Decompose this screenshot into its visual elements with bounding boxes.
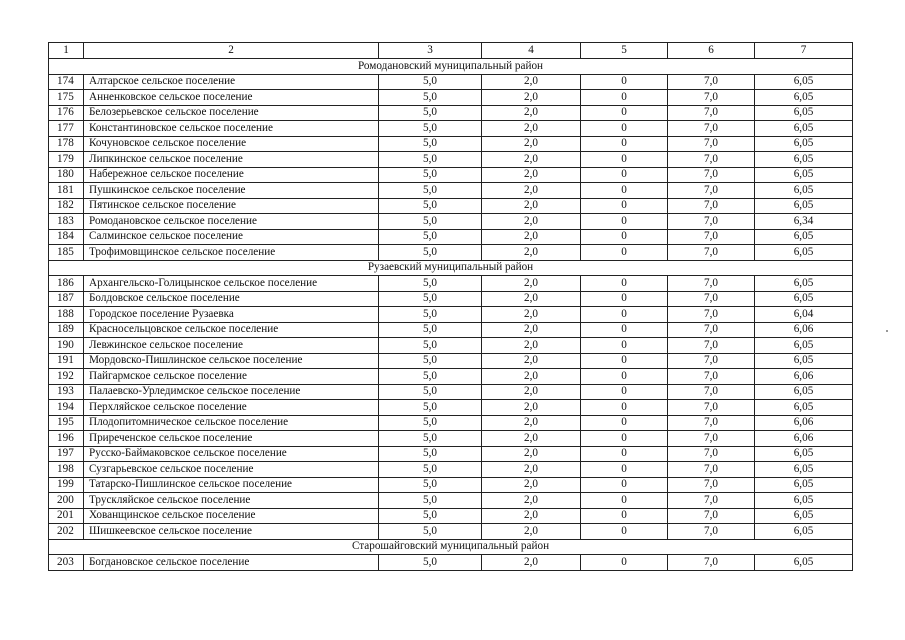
value-col3: 5,0 [379,167,482,183]
value-col7: 6,05 [755,276,853,292]
settlement-name: Татарско-Пишлинское сельское поселение [84,477,379,493]
column-number-header: 1 [49,43,84,59]
row-number: 192 [49,369,84,385]
table-row [49,136,853,152]
value-col6: 7,0 [668,152,755,168]
settlement-name: Палаевско-Урледимское сельское поселение [84,384,379,400]
row-number: 178 [49,136,84,152]
settlement-name: Левжинское сельское поселение [84,338,379,354]
value-col6: 7,0 [668,369,755,385]
value-col3: 5,0 [379,338,482,354]
value-col7: 6,05 [755,462,853,478]
value-col6: 7,0 [668,276,755,292]
value-col7: 6,04 [755,307,853,323]
settlement-name: Алтарское сельское поселение [84,74,379,90]
value-col5: 0 [581,353,668,369]
settlement-name: Русско-Баймаковское сельское поселение [84,446,379,462]
value-col4: 2,0 [482,477,581,493]
value-col6: 7,0 [668,322,755,338]
row-number: 181 [49,183,84,199]
value-col3: 5,0 [379,90,482,106]
value-col4: 2,0 [482,400,581,416]
value-col7: 6,06 [755,431,853,447]
value-col4: 2,0 [482,508,581,524]
settlement-name: Мордовско-Пишлинское сельское поселение [84,353,379,369]
value-col6: 7,0 [668,384,755,400]
value-col6: 7,0 [668,291,755,307]
value-col3: 5,0 [379,555,482,571]
value-col4: 2,0 [482,462,581,478]
value-col6: 7,0 [668,353,755,369]
value-col4: 2,0 [482,229,581,245]
table-row [49,291,853,307]
value-col5: 0 [581,322,668,338]
settlement-name: Трофимовщинское сельское поселение [84,245,379,261]
table-row [49,276,853,292]
settlement-name: Ромодановское сельское поселение [84,214,379,230]
table-row [49,338,853,354]
value-col5: 0 [581,384,668,400]
settlement-name: Приреченское сельское поселение [84,431,379,447]
value-col3: 5,0 [379,322,482,338]
row-number: 187 [49,291,84,307]
settlement-name: Богдановское сельское поселение [84,555,379,571]
value-col5: 0 [581,477,668,493]
row-number: 189 [49,322,84,338]
value-col3: 5,0 [379,74,482,90]
value-col4: 2,0 [482,183,581,199]
value-col5: 0 [581,431,668,447]
value-col3: 5,0 [379,307,482,323]
value-col6: 7,0 [668,524,755,540]
value-col5: 0 [581,198,668,214]
column-number-header: 2 [84,43,379,59]
value-col6: 7,0 [668,183,755,199]
value-col6: 7,0 [668,555,755,571]
settlement-name: Хованщинское сельское поселение [84,508,379,524]
table-row [49,431,853,447]
value-col3: 5,0 [379,384,482,400]
value-col7: 6,05 [755,493,853,509]
value-col6: 7,0 [668,307,755,323]
value-col6: 7,0 [668,214,755,230]
value-col7: 6,05 [755,508,853,524]
value-col7: 6,05 [755,353,853,369]
value-col6: 7,0 [668,508,755,524]
value-col3: 5,0 [379,508,482,524]
value-col4: 2,0 [482,276,581,292]
value-col4: 2,0 [482,136,581,152]
value-col7: 6,05 [755,338,853,354]
value-col6: 7,0 [668,415,755,431]
value-col7: 6,05 [755,291,853,307]
column-number-header: 5 [581,43,668,59]
row-number: 185 [49,245,84,261]
table-row [49,555,853,571]
settlement-name: Городское поселение Рузаевка [84,307,379,323]
table-row [49,415,853,431]
value-col3: 5,0 [379,431,482,447]
settlement-name: Трускляйское сельское поселение [84,493,379,509]
table-row [49,493,853,509]
value-col4: 2,0 [482,446,581,462]
row-number: 195 [49,415,84,431]
settlement-name: Плодопитомническое сельское поселение [84,415,379,431]
table-row [49,462,853,478]
table-row [49,229,853,245]
value-col4: 2,0 [482,307,581,323]
value-col5: 0 [581,90,668,106]
settlement-name: Болдовское сельское поселение [84,291,379,307]
value-col5: 0 [581,462,668,478]
municipal-data-table [48,42,853,571]
column-header-row [49,43,853,59]
value-col4: 2,0 [482,90,581,106]
value-col7: 6,05 [755,384,853,400]
value-col5: 0 [581,167,668,183]
value-col4: 2,0 [482,291,581,307]
settlement-name: Архангельско-Голицынское сельское поселение [84,276,379,292]
value-col5: 0 [581,291,668,307]
value-col3: 5,0 [379,400,482,416]
table-row [49,322,853,338]
table-row [49,353,853,369]
value-col5: 0 [581,245,668,261]
value-col7: 6,34 [755,214,853,230]
settlement-name: Красносельцовское сельское поселение [84,322,379,338]
table-row [49,183,853,199]
value-col4: 2,0 [482,245,581,261]
value-col3: 5,0 [379,121,482,137]
column-number-header: 4 [482,43,581,59]
value-col4: 2,0 [482,74,581,90]
column-number-header: 7 [755,43,853,59]
value-col6: 7,0 [668,431,755,447]
settlement-name: Салминское сельское поселение [84,229,379,245]
value-col7: 6,05 [755,183,853,199]
row-number: 175 [49,90,84,106]
value-col4: 2,0 [482,167,581,183]
value-col3: 5,0 [379,291,482,307]
row-number: 174 [49,74,84,90]
row-number: 194 [49,400,84,416]
value-col5: 0 [581,152,668,168]
value-col7: 6,05 [755,555,853,571]
row-number: 203 [49,555,84,571]
table-row [49,152,853,168]
table-row [49,307,853,323]
row-number: 179 [49,152,84,168]
column-number-header: 6 [668,43,755,59]
value-col6: 7,0 [668,167,755,183]
value-col3: 5,0 [379,214,482,230]
value-col5: 0 [581,121,668,137]
row-number: 200 [49,493,84,509]
table-row [49,90,853,106]
row-number: 198 [49,462,84,478]
value-col3: 5,0 [379,152,482,168]
value-col5: 0 [581,183,668,199]
value-col3: 5,0 [379,276,482,292]
value-col5: 0 [581,136,668,152]
row-number: 180 [49,167,84,183]
value-col4: 2,0 [482,555,581,571]
value-col4: 2,0 [482,524,581,540]
value-col4: 2,0 [482,105,581,121]
value-col6: 7,0 [668,121,755,137]
value-col3: 5,0 [379,524,482,540]
value-col6: 7,0 [668,493,755,509]
value-col5: 0 [581,400,668,416]
value-col5: 0 [581,508,668,524]
value-col6: 7,0 [668,105,755,121]
district-title: Старошайговский муниципальный район [49,539,853,555]
table-row [49,214,853,230]
row-number: 184 [49,229,84,245]
table-row [49,105,853,121]
value-col4: 2,0 [482,121,581,137]
value-col7: 6,06 [755,415,853,431]
value-col4: 2,0 [482,353,581,369]
district-title: Ромодановский муниципальный район [49,59,853,75]
value-col4: 2,0 [482,152,581,168]
value-col6: 7,0 [668,229,755,245]
table-row [49,446,853,462]
row-number: 186 [49,276,84,292]
value-col7: 6,05 [755,121,853,137]
value-col3: 5,0 [379,493,482,509]
value-col6: 7,0 [668,74,755,90]
value-col5: 0 [581,338,668,354]
value-col6: 7,0 [668,198,755,214]
value-col5: 0 [581,214,668,230]
value-col3: 5,0 [379,245,482,261]
row-number: 191 [49,353,84,369]
district-section-row [49,59,853,75]
table-row [49,74,853,90]
settlement-name: Пушкинское сельское поселение [84,183,379,199]
row-number: 183 [49,214,84,230]
value-col7: 6,05 [755,477,853,493]
table-row [49,369,853,385]
settlement-name: Белозерьевское сельское поселение [84,105,379,121]
table-row [49,508,853,524]
value-col7: 6,05 [755,229,853,245]
value-col5: 0 [581,446,668,462]
table-row [49,384,853,400]
value-col3: 5,0 [379,353,482,369]
value-col4: 2,0 [482,322,581,338]
value-col7: 6,06 [755,369,853,385]
value-col3: 5,0 [379,415,482,431]
value-col5: 0 [581,369,668,385]
value-col7: 6,05 [755,400,853,416]
value-col4: 2,0 [482,214,581,230]
settlement-name: Сузгарьевское сельское поселение [84,462,379,478]
value-col6: 7,0 [668,462,755,478]
value-col3: 5,0 [379,105,482,121]
scan-speck [886,330,888,332]
value-col6: 7,0 [668,477,755,493]
row-number: 197 [49,446,84,462]
value-col4: 2,0 [482,431,581,447]
settlement-name: Пайгармское сельское поселение [84,369,379,385]
value-col5: 0 [581,555,668,571]
value-col3: 5,0 [379,198,482,214]
value-col3: 5,0 [379,136,482,152]
value-col4: 2,0 [482,338,581,354]
value-col3: 5,0 [379,183,482,199]
row-number: 201 [49,508,84,524]
district-section-row [49,260,853,276]
settlement-name: Набережное сельское поселение [84,167,379,183]
value-col3: 5,0 [379,462,482,478]
value-col5: 0 [581,415,668,431]
row-number: 177 [49,121,84,137]
settlement-name: Шишкеевское сельское поселение [84,524,379,540]
settlement-name: Перхляйское сельское поселение [84,400,379,416]
value-col6: 7,0 [668,245,755,261]
value-col6: 7,0 [668,90,755,106]
value-col4: 2,0 [482,415,581,431]
value-col7: 6,06 [755,322,853,338]
value-col6: 7,0 [668,446,755,462]
value-col5: 0 [581,105,668,121]
value-col5: 0 [581,307,668,323]
column-number-header: 3 [379,43,482,59]
value-col5: 0 [581,524,668,540]
row-number: 202 [49,524,84,540]
value-col7: 6,05 [755,198,853,214]
row-number: 176 [49,105,84,121]
row-number: 193 [49,384,84,400]
district-section-row [49,539,853,555]
value-col7: 6,05 [755,105,853,121]
table-row [49,477,853,493]
row-number: 196 [49,431,84,447]
value-col6: 7,0 [668,136,755,152]
value-col7: 6,05 [755,90,853,106]
value-col5: 0 [581,493,668,509]
settlement-name: Кочуновское сельское поселение [84,136,379,152]
settlement-name: Липкинское сельское поселение [84,152,379,168]
value-col6: 7,0 [668,400,755,416]
table-row [49,245,853,261]
value-col7: 6,05 [755,167,853,183]
value-col4: 2,0 [482,369,581,385]
value-col7: 6,05 [755,152,853,168]
value-col5: 0 [581,276,668,292]
row-number: 188 [49,307,84,323]
district-title: Рузаевский муниципальный район [49,260,853,276]
value-col7: 6,05 [755,524,853,540]
value-col3: 5,0 [379,369,482,385]
row-number: 182 [49,198,84,214]
value-col3: 5,0 [379,477,482,493]
table-row [49,198,853,214]
table-row [49,524,853,540]
value-col5: 0 [581,229,668,245]
value-col7: 6,05 [755,446,853,462]
value-col7: 6,05 [755,245,853,261]
settlement-name: Константиновское сельское поселение [84,121,379,137]
value-col6: 7,0 [668,338,755,354]
table-row [49,167,853,183]
table-row [49,400,853,416]
value-col3: 5,0 [379,229,482,245]
table-row [49,121,853,137]
row-number: 190 [49,338,84,354]
value-col4: 2,0 [482,493,581,509]
value-col4: 2,0 [482,384,581,400]
row-number: 199 [49,477,84,493]
settlement-name: Анненковское сельское поселение [84,90,379,106]
value-col7: 6,05 [755,74,853,90]
value-col5: 0 [581,74,668,90]
settlement-name: Пятинское сельское поселение [84,198,379,214]
value-col7: 6,05 [755,136,853,152]
value-col3: 5,0 [379,446,482,462]
value-col4: 2,0 [482,198,581,214]
